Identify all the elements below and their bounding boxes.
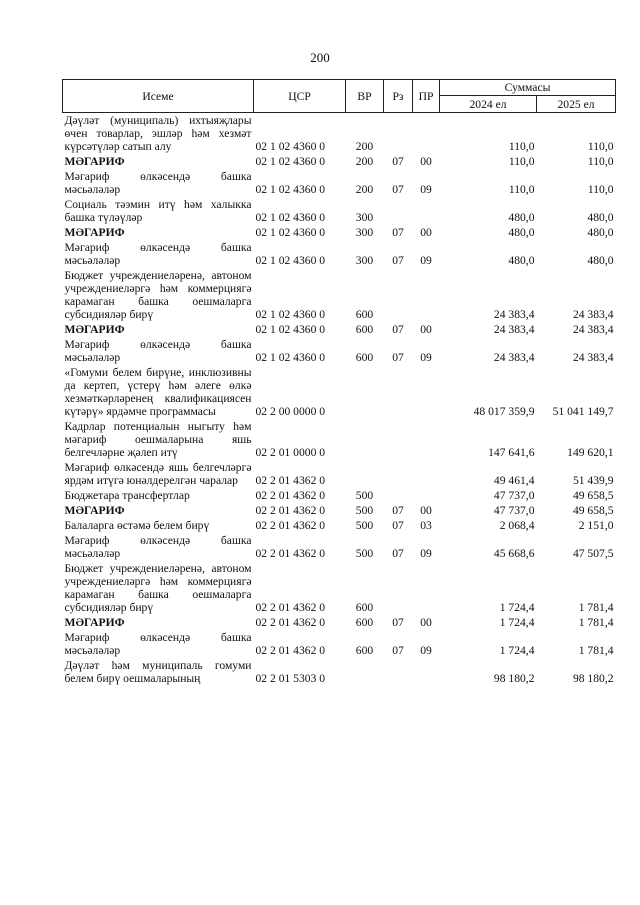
table-row	[63, 365, 616, 419]
row-vr: 500	[355, 489, 374, 502]
row-sum-2025: 1 781,4	[578, 616, 614, 629]
row-name: Кадрлар потенциалын ныгыту һәм мәгариф оешмаларына яшь белгечләрне җәлеп итү	[64, 420, 252, 459]
row-sum-2025: 480,0	[587, 226, 614, 239]
row-rz: 07	[392, 351, 404, 364]
table-row	[63, 225, 616, 240]
row-name: Мәгариф өлкәсендә башка мәсьәләләр	[64, 338, 252, 364]
row-name: Мәгариф өлкәсендә башка мәсьәләләр	[64, 241, 252, 267]
row-pr: 09	[420, 183, 432, 196]
row-sum-2025: 49 658,5	[572, 489, 614, 502]
row-pr	[413, 658, 440, 686]
row-sum-2024: 47 737,0	[493, 504, 535, 517]
row-vr: 200	[355, 155, 374, 168]
row-pr: 00	[420, 323, 432, 336]
row-vr	[346, 419, 384, 460]
row-sum-2025: 51 041 149,7	[552, 405, 614, 418]
row-name: МӘГАРИФ	[64, 155, 125, 168]
row-sum-2025: 480,0	[587, 254, 614, 267]
table-row	[63, 460, 616, 488]
row-sum-2025: 49 658,5	[572, 504, 614, 517]
budget-table	[62, 79, 616, 686]
row-csr: 02 2 01 4362 0	[255, 489, 326, 502]
row-sum-2024: 110,0	[508, 140, 535, 153]
row-sum-2024: 2 068,4	[499, 519, 535, 532]
row-vr	[346, 365, 384, 419]
row-sum-2024: 45 668,6	[493, 547, 535, 560]
table-row	[63, 615, 616, 630]
table-row	[63, 533, 616, 561]
table-row	[63, 503, 616, 518]
row-sum-2024: 24 383,4	[493, 323, 535, 336]
table-row	[63, 488, 616, 503]
row-csr: 02 2 00 0000 0	[255, 405, 326, 418]
row-name: Бюджет учреждениеләренә, автоном учреждениеләргә һәм коммерциягә карамаган башка оешмаларга субсидияләр бирү	[64, 269, 252, 321]
table-header	[63, 80, 616, 113]
row-csr: 02 2 01 4362 0	[255, 474, 326, 487]
row-rz: 07	[392, 547, 404, 560]
row-name: Мәгариф өлкәсендә башка мәсьәләләр	[64, 631, 252, 657]
row-name: Бюджет учреждениеләренә, автоном учреждениеләргә һәм коммерциягә карамаган башка оешмаларга субсидияләр бирү	[64, 562, 252, 614]
row-name: Бюджетара трансфертлар	[64, 489, 190, 502]
table-row	[63, 419, 616, 460]
row-rz: 07	[392, 504, 404, 517]
row-pr	[413, 197, 440, 225]
row-rz: 07	[392, 155, 404, 168]
row-name: «Гомуми белем бирүне, инклюзивны да кертеп, үстерү һәм әлеге өлкә хезмәткәрләренең квалификациясен күтәрү» ярдәмче программасы	[64, 366, 252, 418]
row-name: Дәүләт һәм муниципаль гомуми белем бирү оешмаларының	[64, 659, 252, 685]
col-header-sums: Суммасы	[440, 80, 616, 96]
row-rz: 07	[392, 616, 404, 629]
row-sum-2024: 480,0	[508, 211, 535, 224]
row-vr: 600	[355, 616, 374, 629]
row-csr: 02 1 02 4360 0	[255, 226, 326, 239]
row-csr: 02 2 01 4362 0	[255, 519, 326, 532]
row-rz: 07	[392, 323, 404, 336]
table-row	[63, 518, 616, 533]
row-rz	[384, 268, 413, 322]
row-csr: 02 2 01 4362 0	[255, 644, 326, 657]
row-sum-2025: 47 507,5	[572, 547, 614, 560]
row-vr: 300	[355, 254, 374, 267]
row-pr: 03	[420, 519, 432, 532]
row-rz	[384, 460, 413, 488]
row-rz: 07	[392, 226, 404, 239]
row-pr	[413, 460, 440, 488]
row-rz: 07	[392, 644, 404, 657]
table-row	[63, 268, 616, 322]
row-name: Социаль тәэмин итү һәм халыкка башка түләүләр	[64, 198, 252, 224]
col-header-pr: ПР	[413, 80, 440, 113]
row-rz: 07	[392, 183, 404, 196]
row-csr: 02 1 02 4360 0	[255, 254, 326, 267]
row-csr: 02 1 02 4360 0	[255, 351, 326, 364]
row-rz	[384, 658, 413, 686]
row-sum-2024: 47 737,0	[493, 489, 535, 502]
row-sum-2025: 110,0	[587, 183, 614, 196]
table-row	[63, 337, 616, 365]
row-sum-2024: 48 017 359,9	[473, 405, 535, 418]
table-row	[63, 197, 616, 225]
row-sum-2025: 24 383,4	[572, 323, 614, 336]
row-sum-2025: 24 383,4	[572, 308, 614, 321]
row-vr: 300	[355, 226, 374, 239]
row-csr: 02 1 02 4360 0	[255, 211, 326, 224]
row-csr: 02 1 02 4360 0	[255, 140, 326, 153]
row-pr	[413, 113, 440, 155]
row-vr: 600	[355, 308, 374, 321]
row-pr: 09	[420, 547, 432, 560]
row-vr: 500	[355, 547, 374, 560]
row-vr: 200	[355, 140, 374, 153]
row-sum-2025: 110,0	[587, 140, 614, 153]
row-pr: 00	[420, 155, 432, 168]
row-csr: 02 2 01 4362 0	[255, 601, 326, 614]
row-rz: 07	[392, 519, 404, 532]
table-row	[63, 169, 616, 197]
row-sum-2024: 24 383,4	[493, 308, 535, 321]
row-vr: 200	[355, 183, 374, 196]
row-pr: 00	[420, 226, 432, 239]
row-sum-2025: 51 439,9	[572, 474, 614, 487]
row-csr: 02 1 02 4360 0	[255, 183, 326, 196]
row-vr: 600	[355, 601, 374, 614]
row-pr	[413, 561, 440, 615]
row-vr: 300	[355, 211, 374, 224]
row-sum-2025: 2 151,0	[578, 519, 614, 532]
row-sum-2024: 24 383,4	[493, 351, 535, 364]
row-pr	[413, 268, 440, 322]
table-body	[63, 113, 616, 687]
row-vr: 600	[355, 351, 374, 364]
row-vr: 600	[355, 644, 374, 657]
table-row	[63, 154, 616, 169]
table-row	[63, 240, 616, 268]
row-name: МӘГАРИФ	[64, 616, 125, 629]
row-pr: 09	[420, 351, 432, 364]
row-sum-2024: 1 724,4	[499, 616, 535, 629]
row-rz	[384, 197, 413, 225]
row-sum-2025: 24 383,4	[572, 351, 614, 364]
row-vr	[346, 460, 384, 488]
row-sum-2025: 149 620,1	[567, 446, 614, 459]
row-csr: 02 2 01 0000 0	[255, 446, 326, 459]
row-vr	[346, 658, 384, 686]
row-sum-2024: 480,0	[508, 226, 535, 239]
table-row	[63, 561, 616, 615]
table-row	[63, 658, 616, 686]
row-rz: 07	[392, 254, 404, 267]
row-rz	[384, 365, 413, 419]
row-pr	[413, 419, 440, 460]
col-header-rz: Рз	[384, 80, 413, 113]
row-name: Дәүләт (муниципаль) ихтыяҗлары өчен товарлар, эшләр һәм хезмәт күрсәтүләр сатып алу	[64, 114, 252, 153]
col-header-vr: ВР	[346, 80, 384, 113]
row-csr: 02 1 02 4360 0	[255, 308, 326, 321]
row-pr	[413, 488, 440, 503]
row-name: Мәгариф өлкәсендә яшь белгечләргә ярдәм итүгә юнәлдерелгән чаралар	[64, 461, 252, 487]
row-pr: 09	[420, 254, 432, 267]
row-csr: 02 1 02 4360 0	[255, 155, 326, 168]
row-sum-2025: 110,0	[587, 155, 614, 168]
table-row	[63, 113, 616, 155]
row-sum-2024: 49 461,4	[493, 474, 535, 487]
row-sum-2024: 480,0	[508, 254, 535, 267]
row-sum-2025: 1 781,4	[578, 644, 614, 657]
row-name: МӘГАРИФ	[64, 226, 125, 239]
row-sum-2025: 480,0	[587, 211, 614, 224]
row-rz	[384, 488, 413, 503]
row-csr: 02 2 01 4362 0	[255, 547, 326, 560]
row-pr: 00	[420, 616, 432, 629]
row-sum-2024: 1 724,4	[499, 644, 535, 657]
row-csr: 02 2 01 4362 0	[255, 504, 326, 517]
row-rz	[384, 419, 413, 460]
row-rz	[384, 561, 413, 615]
row-sum-2024: 98 180,2	[493, 672, 535, 685]
table-row	[63, 630, 616, 658]
row-name: Мәгариф өлкәсендә башка мәсьәләләр	[64, 170, 252, 196]
page-number: 200	[310, 50, 330, 65]
col-header-name: Исеме	[63, 80, 254, 113]
row-pr: 09	[420, 644, 432, 657]
row-sum-2024: 110,0	[508, 183, 535, 196]
row-sum-2025: 1 781,4	[578, 601, 614, 614]
row-sum-2024: 147 641,6	[488, 446, 535, 459]
row-vr: 600	[355, 323, 374, 336]
col-header-csr: ЦСР	[254, 80, 346, 113]
col-header-2024: 2024 ел	[440, 96, 537, 113]
row-pr: 00	[420, 504, 432, 517]
row-name: МӘГАРИФ	[64, 504, 125, 517]
row-vr: 500	[355, 504, 374, 517]
row-pr	[413, 365, 440, 419]
table-row	[63, 322, 616, 337]
row-sum-2024: 1 724,4	[499, 601, 535, 614]
row-rz	[384, 113, 413, 155]
col-header-2025: 2025 ел	[537, 96, 616, 113]
row-csr: 02 1 02 4360 0	[255, 323, 326, 336]
row-name: Мәгариф өлкәсендә башка мәсьәләләр	[64, 534, 252, 560]
row-name: Балаларга өстәмә белем бирү	[64, 519, 210, 532]
row-sum-2025: 98 180,2	[572, 672, 614, 685]
row-csr: 02 2 01 5303 0	[255, 672, 326, 685]
row-sum-2024: 110,0	[508, 155, 535, 168]
row-name: МӘГАРИФ	[64, 323, 125, 336]
row-vr: 500	[355, 519, 374, 532]
row-csr: 02 2 01 4362 0	[255, 616, 326, 629]
